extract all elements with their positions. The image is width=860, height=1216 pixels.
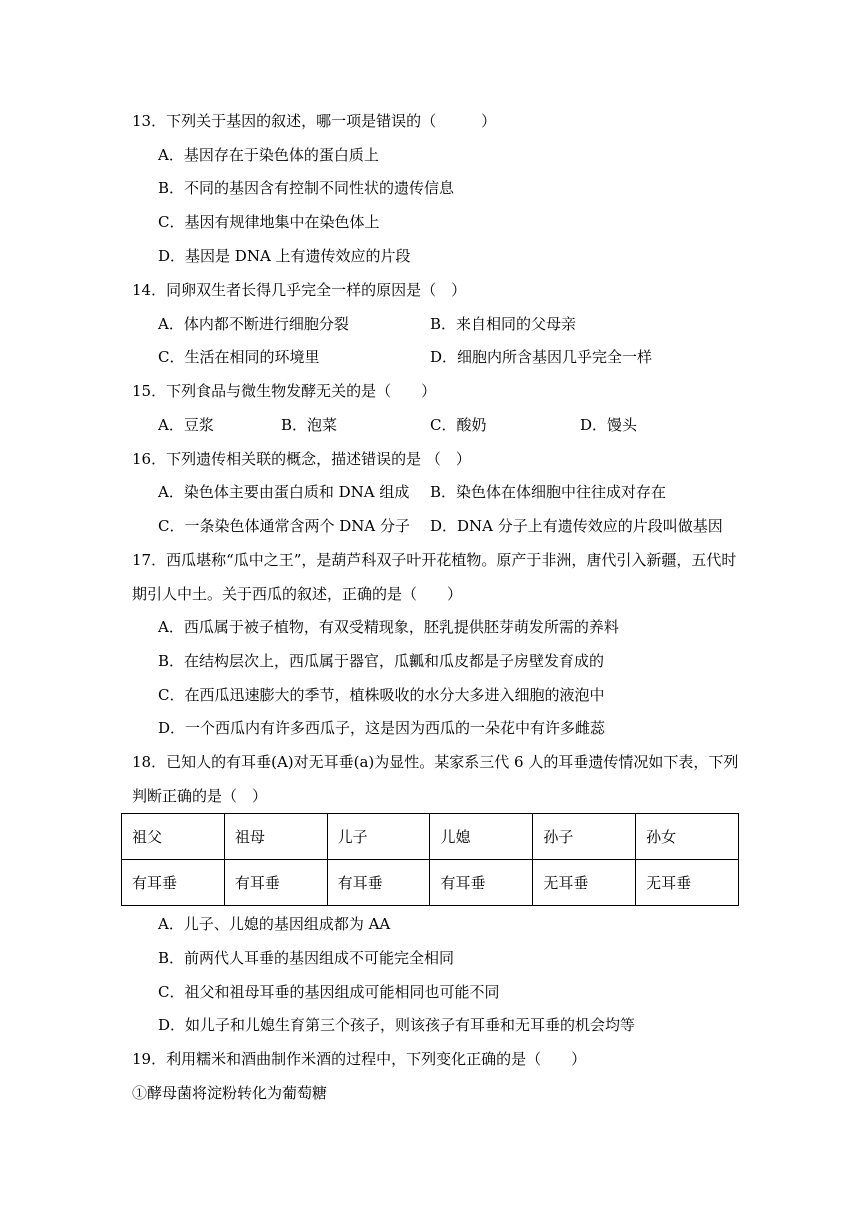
- question-13-option-a: A．基因存在于染色体的蛋白质上: [158, 146, 379, 164]
- question-14-option-a: A．体内都不断进行细胞分裂: [158, 315, 349, 333]
- question-13-stem: 13．下列关于基因的叙述，哪一项是错误的（ ）: [132, 112, 497, 130]
- table-cell-value: 无耳垂: [636, 860, 739, 906]
- table-cell-value: 有耳垂: [430, 860, 533, 906]
- question-13-option-b: B．不同的基因含有控制不同性状的遗传信息: [158, 179, 455, 197]
- question-15-option-c: C．酸奶: [430, 416, 487, 434]
- question-18-option-a: A．儿子、儿媳的基因组成都为 AA: [158, 915, 391, 933]
- question-15-option-a: A．豆浆: [158, 416, 214, 434]
- question-18-stem-line-1: 18．已知人的有耳垂(A)对无耳垂(a)为显性。某家系三代 6 人的耳垂遗传情况如下表，下列: [132, 753, 739, 771]
- question-14-option-c: C．生活在相同的环境里: [158, 348, 320, 366]
- question-16-option-b: B．染色体在体细胞中往往成对存在: [430, 483, 667, 501]
- table-cell-value: 无耳垂: [533, 860, 636, 906]
- table-cell-header: 儿媳: [430, 814, 533, 860]
- table-cell-value: 有耳垂: [122, 860, 225, 906]
- question-18-option-c: C．祖父和祖母耳垂的基因组成可能相同也可能不同: [158, 983, 500, 1001]
- question-13-option-c: C．基因有规律地集中在染色体上: [158, 213, 380, 231]
- table-cell-value: 有耳垂: [327, 860, 430, 906]
- table-cell-value: 有耳垂: [224, 860, 327, 906]
- question-17-option-a: A．西瓜属于被子植物，有双受精现象，胚乳提供胚芽萌发所需的养料: [158, 618, 619, 636]
- question-17-stem-line-2: 期引人中土。关于西瓜的叙述，正确的是（ ）: [132, 585, 463, 603]
- question-17-option-d: D．一个西瓜内有许多西瓜子，这是因为西瓜的一朵花中有许多雌蕊: [158, 719, 606, 737]
- question-19-stem: 19．利用糯米和酒曲制作米酒的过程中，下列变化正确的是（ ）: [132, 1050, 587, 1068]
- question-14-stem: 14．同卵双生者长得几乎完全一样的原因是（ ）: [132, 281, 467, 299]
- question-18-option-d: D．如儿子和儿媳生育第三个孩子，则该孩子有耳垂和无耳垂的机会均等: [158, 1016, 636, 1034]
- question-16-stem: 16．下列遗传相关联的概念，描述错误的是 （ ）: [132, 450, 471, 468]
- table-cell-header: 祖父: [122, 814, 225, 860]
- table-value-row: [122, 860, 739, 906]
- question-16-option-d: D．DNA 分子上有遗传效应的片段叫做基因: [430, 517, 723, 535]
- question-15-stem: 15．下列食品与微生物发酵无关的是（ ）: [132, 382, 437, 400]
- table-header-row: [122, 814, 739, 860]
- question-15-option-d: D．馒头: [580, 416, 638, 434]
- question-14-option-b: B．来自相同的父母亲: [430, 315, 577, 333]
- question-18-stem-line-2: 判断正确的是（ ）: [132, 787, 268, 805]
- question-15-option-b: B．泡菜: [281, 416, 338, 434]
- question-17-stem-line-1: 17．西瓜堪称“瓜中之王”，是葫芦科双子叶开花植物。原产于非洲，唐代引入新疆，五代时: [132, 551, 737, 569]
- question-17-option-c: C．在西瓜迅速膨大的季节，植株吸收的水分大多进入细胞的液泡中: [158, 686, 605, 704]
- question-16-option-c: C．一条染色体通常含两个 DNA 分子: [158, 517, 410, 535]
- question-17-option-b: B．在结构层次上，西瓜属于器官，瓜瓤和瓜皮都是子房壁发育成的: [158, 652, 605, 670]
- earlobe-inheritance-table: [121, 813, 739, 906]
- question-14-option-d: D．细胞内所含基因几乎完全一样: [430, 348, 653, 366]
- question-19-item-1: ①酵母菌将淀粉转化为葡萄糖: [132, 1084, 328, 1102]
- table-cell-header: 孙子: [533, 814, 636, 860]
- question-18-option-b: B．前两代人耳垂的基因组成不可能完全相同: [158, 949, 455, 967]
- table-cell-header: 儿子: [327, 814, 430, 860]
- question-13-option-d: D．基因是 DNA 上有遗传效应的片段: [158, 247, 411, 265]
- table-cell-header: 祖母: [224, 814, 327, 860]
- question-16-option-a: A．染色体主要由蛋白质和 DNA 组成: [158, 483, 410, 501]
- table-cell-header: 孙女: [636, 814, 739, 860]
